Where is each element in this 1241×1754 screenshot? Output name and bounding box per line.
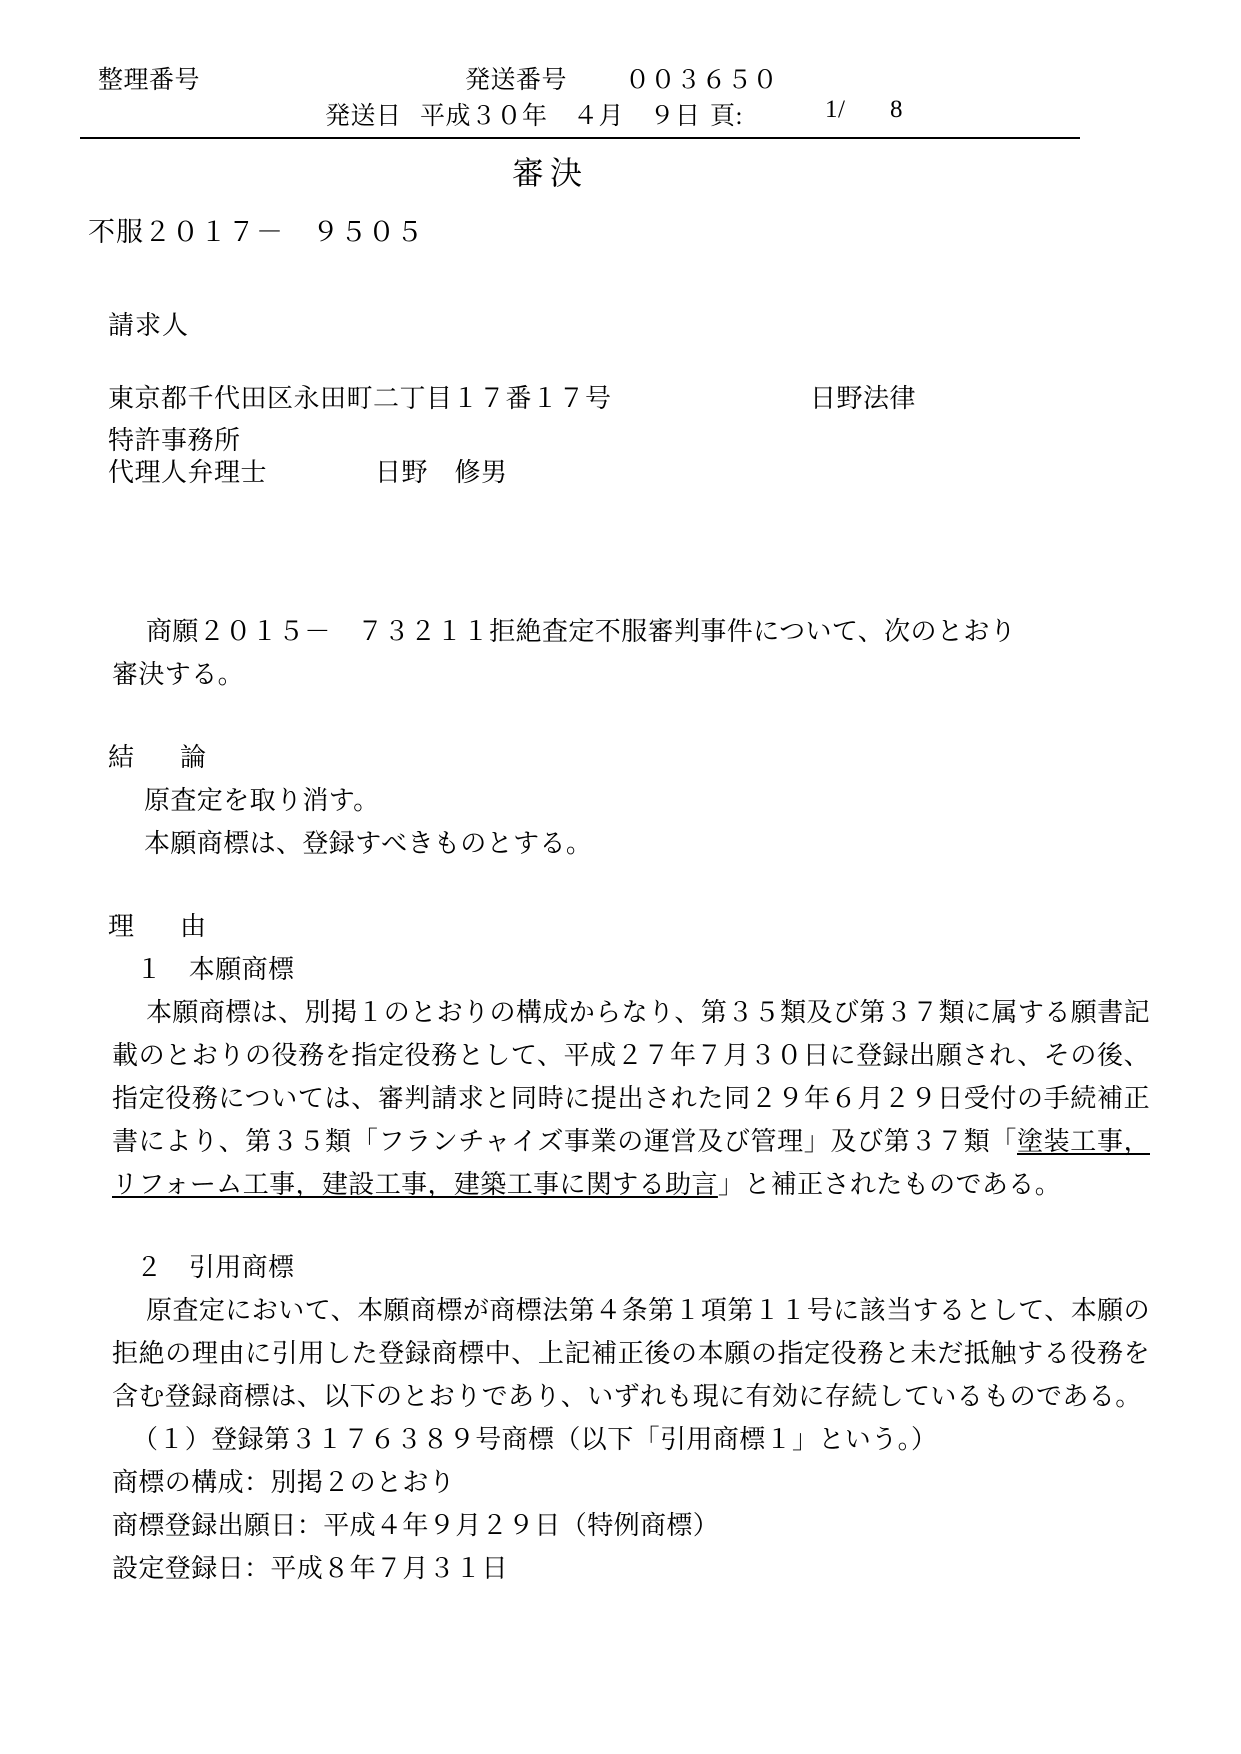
conclusion-heading: 結 論 [108,743,217,772]
reason-heading: 理 由 [108,912,217,941]
cited-mark-1-filing-date: 商標登録出願日：平成４年９月２９日（特例商標） [112,1511,720,1540]
spacer [100,865,1150,905]
document-body [100,610,1150,1590]
party-firm-name-line1: 日野法律 [810,384,917,413]
dispatch-number-value: ００３６５０ [625,67,779,94]
header-row-2 [80,96,1080,132]
conclusion-line-1: 原査定を取り消す。 [144,786,380,815]
cited-mark-1-heading: （１）登録第３１７６３８９号商標（以下「引用商標１」という。） [132,1425,938,1454]
section-1-text-part1: 本願商標は、別掲１のとおりの構成からなり、第３５類及び第３７類に属する願書記載のとおりの役務を指定役務として、平成２７年７月３０日に登録出願され、その後、指定役務については、審判請求と同時に提出された同２９年６月２９日受付の手続補正書により、第３５類「フランチャイズ事業の運営及び管理」及び第３７類「 [112,998,1150,1156]
party-firm-name-line2: 特許事務所 [108,426,241,455]
page-label: 頁: [710,103,743,130]
section-1-paragraph [100,991,1150,1206]
page-current: 1/ [825,96,846,123]
section-2-heading: ２ 引用商標 [136,1253,295,1282]
page-total: 8 [890,96,903,123]
page-title: 審決 [511,154,588,192]
header-divider [80,137,1080,139]
dispatch-date-value: 平成３０年 ４月 ９日 [420,103,701,130]
intro-paragraph-line1: 商願２０１５－ ７３２１１拒絶査定不服審判事件について、次のとおり [146,617,1017,646]
section-2-paragraph: 原査定において、本願商標が商標法第４条第１項第１１号に該当するとして、本願の拒絶の理由に引用した登録商標中、上記補正後の本願の指定役務と未だ抵触する役務を含む登録商標は、以下のとおりであり、いずれも現に有効に存続しているものである。 [112,1296,1150,1411]
spacer [100,1206,1150,1246]
case-number: 不服２０１７－ ９５０５ [88,217,424,247]
conclusion-line-2: 本願商標は、登録すべきものとする。 [144,829,593,858]
intro-paragraph-line2: 審決する。 [112,660,245,689]
section-1-text-part2: 」と補正されたものである。 [717,1170,1062,1199]
section-1-heading: １ 本願商標 [136,955,295,984]
section-1-text-underlined: 塗装工事，リフォーム工事，建設工事，建築工事に関する助言 [112,1127,1150,1199]
spacer [100,696,1150,736]
control-number-label: 整理番号 [98,67,201,94]
dispatch-number-label: 発送番号 [465,67,568,94]
header-row-1 [80,60,1080,96]
attorney-name: 日野 修男 [375,458,508,487]
attorney-label: 代理人弁理士 [108,458,268,487]
party-address: 東京都千代田区永田町二丁目１７番１７号 [108,384,612,413]
party-role-label: 請求人 [108,311,190,340]
document-header [80,60,1080,132]
cited-mark-1-composition: 商標の構成：別掲２のとおり [112,1468,456,1497]
cited-mark-1-registration-date: 設定登録日：平成８年７月３１日 [112,1554,509,1583]
dispatch-date-label: 発送日 [325,103,402,130]
